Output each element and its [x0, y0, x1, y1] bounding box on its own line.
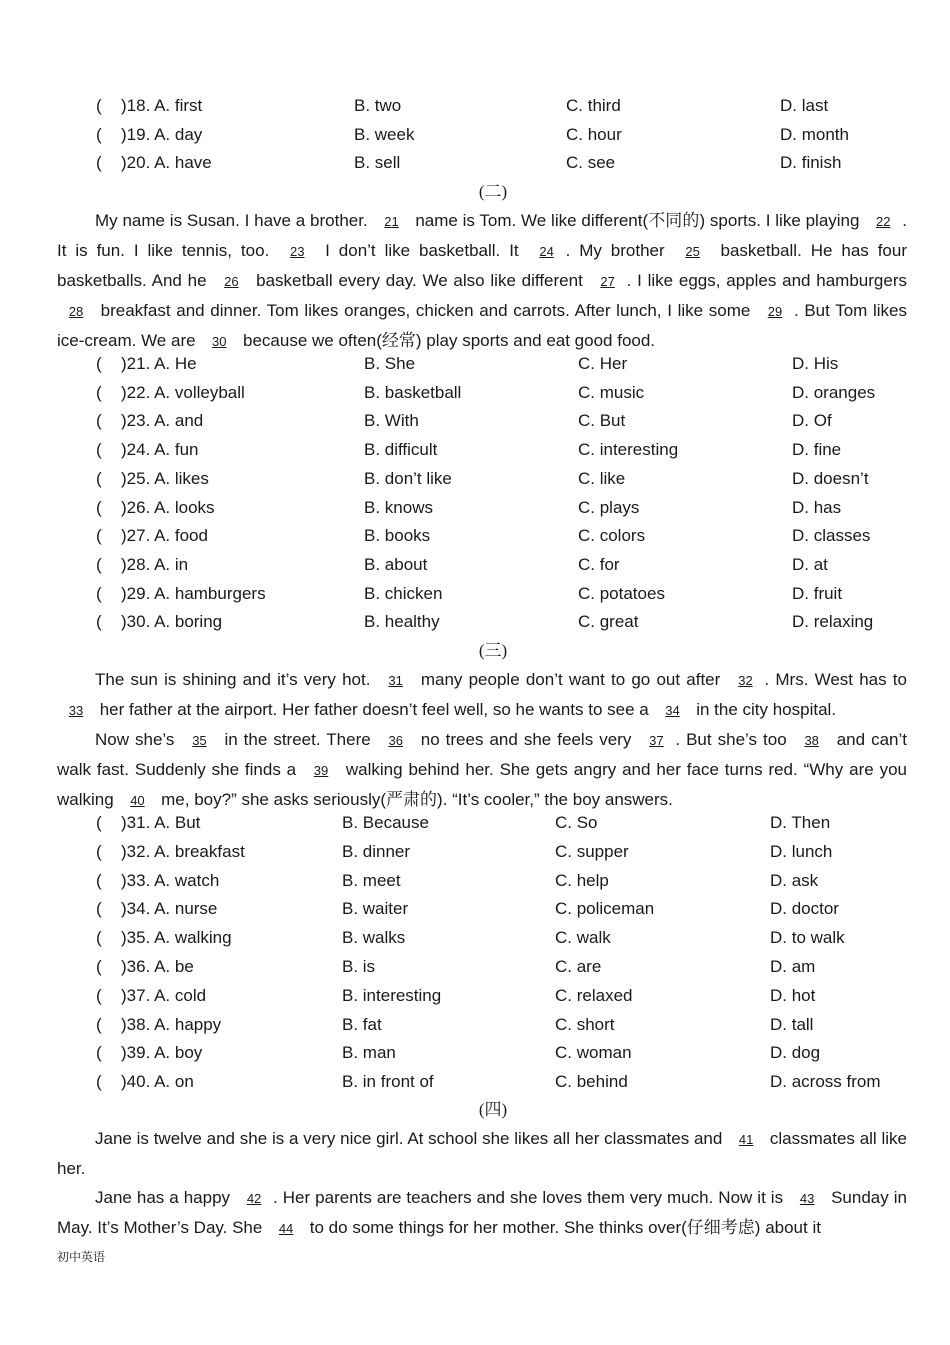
- section-title-2: (二): [478, 182, 508, 201]
- option-c: C. Her: [578, 354, 628, 373]
- blank-number: 26: [224, 274, 239, 289]
- option-d: D. classes: [792, 526, 871, 546]
- option-d: D. fine: [792, 440, 842, 460]
- option-b: B. don’t like: [364, 468, 452, 488]
- question-row: [0, 1068, 950, 1096]
- option-d: D. lunch: [770, 841, 833, 861]
- blank-number: 40: [130, 793, 145, 808]
- question-paren: (: [96, 1043, 102, 1063]
- option-b: B. She: [364, 354, 416, 373]
- option-d: D. at: [792, 554, 828, 574]
- option-c: C. are: [555, 957, 602, 976]
- question-row: [0, 982, 950, 1010]
- footer-label: 初中英语: [57, 1250, 106, 1264]
- option-b: B. man: [342, 1043, 396, 1063]
- option-b: B. about: [364, 554, 428, 574]
- option-c: C. hour: [566, 124, 622, 144]
- option-d: D. across from: [770, 1072, 881, 1092]
- option-a: )24. A. fun: [121, 440, 199, 460]
- question-row: [0, 1039, 950, 1067]
- question-row: [0, 379, 950, 407]
- blank-number: 38: [804, 733, 819, 748]
- question-paren: (: [96, 928, 102, 948]
- option-a: )38. A. happy: [121, 1014, 222, 1034]
- option-b: B. meet: [342, 870, 401, 890]
- question-paren: (: [96, 497, 102, 517]
- passage-3: [57, 665, 907, 815]
- option-a: )33. A. watch: [121, 870, 220, 890]
- question-row: [0, 465, 950, 493]
- blank-number: 27: [600, 274, 615, 289]
- blank-number: 25: [685, 244, 700, 259]
- question-paren: (: [96, 813, 102, 832]
- paragraph: My name is Susan. I have a brother. 21 name is Tom. We like different(不同的) sports. I like playing 22 . It is fun. I like tennis, too. 23 I don’t like basketball. It 24 . My brother 25 basketball. He has four basketballs. And he 26 basketball every day. We also like different 27 . I like eggs, apples and hamburgers 28 breakfast and dinner. Tom likes oranges, chicken and carrots. After lunch, I like some 29 . But Tom likes ice-cream. We are 30 because we often(经常) play sports and eat good food.: [57, 206, 907, 356]
- option-d: D. finish: [780, 153, 842, 172]
- option-d: D. hot: [770, 985, 816, 1005]
- option-c: C. relaxed: [555, 985, 633, 1005]
- option-d: D. oranges: [792, 382, 876, 402]
- option-a: )32. A. breakfast: [121, 841, 245, 861]
- blank-number: 43: [799, 1191, 815, 1206]
- option-a: )25. A. likes: [121, 468, 209, 488]
- question-paren: (: [96, 841, 102, 861]
- option-a: )29. A. hamburgers: [121, 583, 266, 603]
- option-c: C. plays: [578, 497, 640, 517]
- question-row: [0, 92, 950, 120]
- blank-number: 24: [539, 244, 554, 259]
- blank-number: 37: [649, 733, 664, 748]
- question-row: [0, 924, 950, 952]
- option-a: )23. A. and: [121, 411, 204, 431]
- option-a: )30. A. boring: [121, 612, 223, 632]
- option-b: B. two: [354, 96, 402, 115]
- blank-number: 28: [68, 304, 84, 319]
- option-b: B. difficult: [364, 440, 438, 460]
- option-a: )20. A. have: [121, 153, 212, 172]
- option-c: C. So: [555, 813, 598, 832]
- option-d: D. Of: [792, 411, 832, 431]
- blank-number: 30: [212, 334, 227, 349]
- option-a: )18. A. first: [121, 96, 203, 115]
- option-c: C. interesting: [578, 440, 679, 460]
- option-d: D. last: [780, 96, 829, 115]
- option-c: C. potatoes: [578, 583, 665, 603]
- option-c: C. But: [578, 411, 626, 431]
- blank-number: 39: [313, 763, 329, 778]
- option-a: )37. A. cold: [121, 985, 207, 1005]
- option-c: C. policeman: [555, 899, 655, 919]
- question-paren: (: [96, 612, 102, 632]
- option-a: )22. A. volleyball: [121, 382, 245, 402]
- option-b: B. walks: [342, 928, 406, 948]
- option-c: C. supper: [555, 841, 629, 861]
- option-c: C. great: [578, 612, 639, 632]
- question-row: [0, 494, 950, 522]
- question-paren: (: [96, 96, 102, 115]
- blank-number: 42: [246, 1191, 262, 1206]
- blank-number: 44: [278, 1221, 294, 1236]
- option-b: B. week: [354, 124, 415, 144]
- blank-number: 34: [665, 703, 680, 718]
- option-c: C. music: [578, 382, 645, 402]
- option-c: C. see: [566, 153, 616, 172]
- question-paren: (: [96, 411, 102, 431]
- option-b: B. is: [342, 957, 376, 976]
- question-paren: (: [96, 440, 102, 460]
- option-a: )34. A. nurse: [121, 899, 218, 919]
- passage-2: [57, 206, 907, 356]
- blank-number: 36: [388, 733, 403, 748]
- option-a: )35. A. walking: [121, 928, 232, 948]
- question-row: [0, 522, 950, 550]
- option-c: C. woman: [555, 1043, 632, 1063]
- option-a: )36. A. be: [121, 957, 194, 976]
- blank-number: 29: [767, 304, 783, 319]
- question-paren: (: [96, 957, 102, 976]
- option-d: D. month: [780, 124, 849, 144]
- option-c: C. colors: [578, 526, 646, 546]
- option-a: )27. A. food: [121, 526, 208, 546]
- option-d: D. Then: [770, 813, 831, 832]
- option-b: B. healthy: [364, 612, 440, 632]
- question-row: [0, 121, 950, 149]
- option-d: D. dog: [770, 1043, 821, 1063]
- question-row: [0, 1011, 950, 1039]
- question-row: [0, 580, 950, 608]
- option-c: C. for: [578, 554, 620, 574]
- option-a: )19. A. day: [121, 124, 203, 144]
- question-paren: (: [96, 1014, 102, 1034]
- option-b: B. With: [364, 411, 419, 431]
- option-d: D. ask: [770, 870, 819, 890]
- option-b: B. chicken: [364, 583, 443, 603]
- option-a: )31. A. But: [121, 813, 201, 832]
- option-d: D. relaxing: [792, 612, 874, 632]
- blank-number: 32: [738, 673, 753, 688]
- question-row: [0, 809, 950, 837]
- blank-number: 23: [289, 244, 305, 259]
- passage-4: [57, 1124, 907, 1243]
- blank-number: 22: [876, 214, 891, 229]
- option-b: B. knows: [364, 497, 433, 517]
- option-b: B. in front of: [342, 1072, 434, 1092]
- question-paren: (: [96, 583, 102, 603]
- section-title-3: (三): [478, 641, 508, 660]
- option-c: C. help: [555, 870, 609, 890]
- blank-number: 31: [388, 673, 403, 688]
- option-c: C. behind: [555, 1072, 628, 1092]
- question-row: [0, 436, 950, 464]
- question-paren: (: [96, 985, 102, 1005]
- question-row: [0, 407, 950, 435]
- option-d: D. has: [792, 497, 842, 517]
- option-d: D. am: [770, 957, 816, 976]
- option-b: B. interesting: [342, 985, 442, 1005]
- option-b: B. sell: [354, 153, 401, 172]
- question-paren: (: [96, 153, 102, 172]
- option-d: D. to walk: [770, 928, 845, 948]
- option-d: D. tall: [770, 1014, 814, 1034]
- paragraph: Jane is twelve and she is a very nice girl. At school she likes all her classmates and 41 classmates all like her.: [57, 1124, 907, 1183]
- paragraph: Now she’s 35 in the street. There 36 no trees and she feels very 37 . But she’s too 38 and can’t walk fast. Suddenly she finds a 39 walking behind her. She gets angry and her face turns red. “Why are you walking 40 me, boy?” she asks seriously(严肃的). “It’s cooler,” the boy answers.: [57, 725, 907, 815]
- blank-number: 21: [384, 214, 399, 229]
- option-a: )28. A. in: [121, 554, 189, 574]
- question-row: [0, 608, 950, 636]
- blank-number: 35: [192, 733, 207, 748]
- option-a: )39. A. boy: [121, 1043, 203, 1063]
- question-paren: (: [96, 899, 102, 919]
- question-row: [0, 350, 950, 378]
- blank-number: 41: [738, 1132, 754, 1147]
- question-paren: (: [96, 468, 102, 488]
- question-paren: (: [96, 526, 102, 546]
- option-d: D. His: [792, 354, 839, 373]
- option-c: C. third: [566, 96, 621, 115]
- question-paren: (: [96, 354, 102, 373]
- option-a: )40. A. on: [121, 1072, 194, 1092]
- question-paren: (: [96, 870, 102, 890]
- option-d: D. fruit: [792, 583, 843, 603]
- question-paren: (: [96, 554, 102, 574]
- question-row: [0, 953, 950, 981]
- option-b: B. books: [364, 526, 431, 546]
- question-row: [0, 867, 950, 895]
- option-b: B. dinner: [342, 841, 411, 861]
- option-c: C. walk: [555, 928, 611, 948]
- blank-number: 33: [68, 703, 84, 718]
- option-b: B. waiter: [342, 899, 409, 919]
- question-row: [0, 838, 950, 866]
- paragraph: The sun is shining and it’s very hot. 31 many people don’t want to go out after 32 . Mrs. West has to 33 her father at the airport. Her father doesn’t feel well, so he wants to see a 34 in the city hospital.: [57, 665, 907, 725]
- question-paren: (: [96, 382, 102, 402]
- question-paren: (: [96, 124, 102, 144]
- section-title-4: (四): [478, 1100, 508, 1119]
- option-b: B. fat: [342, 1014, 382, 1034]
- option-d: D. doctor: [770, 899, 839, 919]
- option-c: C. short: [555, 1014, 615, 1034]
- option-b: B. Because: [342, 813, 429, 832]
- question-row: [0, 895, 950, 923]
- option-c: C. like: [578, 468, 626, 488]
- option-a: )21. A. He: [121, 354, 197, 373]
- question-row: [0, 551, 950, 579]
- question-row: [0, 149, 950, 177]
- option-b: B. basketball: [364, 382, 462, 402]
- paragraph: Jane has a happy 42 . Her parents are teachers and she loves them very much. Now it is 43 Sunday in May. It’s Mother’s Day. She 44 to do some things for her mother. She thinks over(仔细考虑) about it: [57, 1183, 907, 1243]
- option-a: )26. A. looks: [121, 497, 215, 517]
- option-d: D. doesn’t: [792, 468, 869, 488]
- question-paren: (: [96, 1072, 102, 1092]
